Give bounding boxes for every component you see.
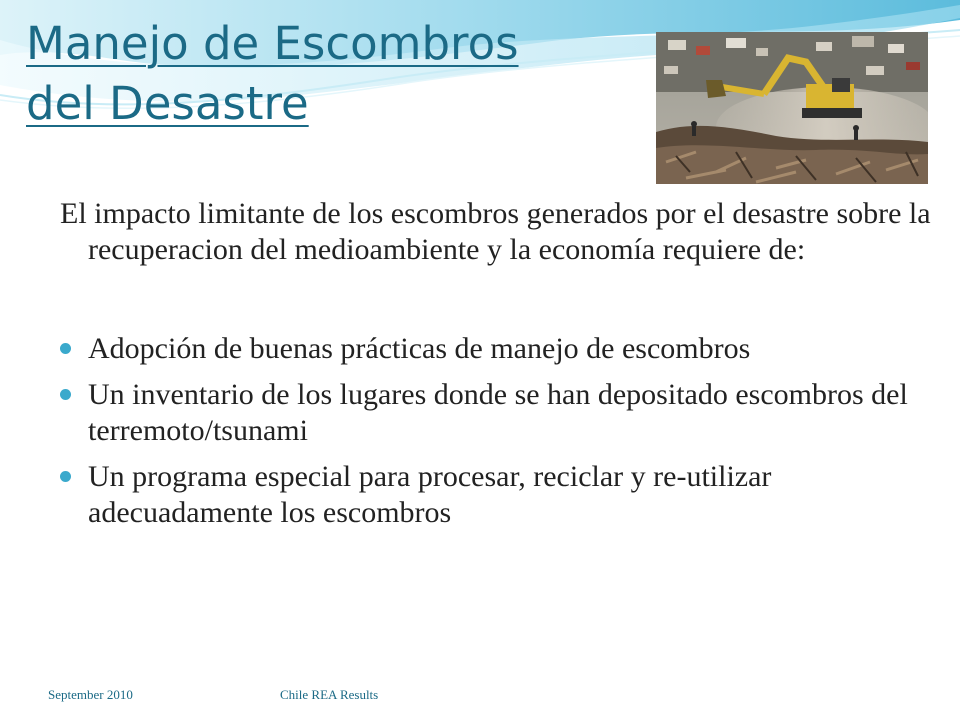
bullet-item[interactable] bbox=[60, 331, 930, 367]
bullet-text[interactable]: Adopción de buenas prácticas de manejo de escombros bbox=[88, 332, 751, 365]
slide-title-line2[interactable]: del Desastre bbox=[26, 77, 309, 130]
slide-title-line1[interactable]: Manejo de Escombros bbox=[26, 17, 519, 70]
bullet-icon bbox=[60, 471, 71, 482]
bullet-icon bbox=[60, 389, 71, 400]
footer-date: September 2010 bbox=[48, 687, 133, 702]
bullet-item[interactable] bbox=[60, 377, 930, 449]
debris-excavator-photo bbox=[656, 32, 928, 184]
intro-paragraph[interactable]: El impacto limitante de los escombros generados por el desastre sobre la recuperacion del medioambiente y la economía requiere de: bbox=[60, 197, 931, 266]
bullet-item[interactable] bbox=[60, 459, 930, 531]
bullet-icon bbox=[60, 343, 71, 354]
bullet-list bbox=[60, 331, 930, 541]
footer-label: Chile REA Results bbox=[280, 687, 379, 702]
slide-title[interactable] bbox=[26, 14, 626, 134]
bullet-text[interactable]: Un inventario de los lugares donde se han depositado escombros del terremoto/tsunami bbox=[88, 378, 908, 447]
bullet-text[interactable]: Un programa especial para procesar, reciclar y re-utilizar adecuadamente los escombros bbox=[88, 460, 772, 529]
